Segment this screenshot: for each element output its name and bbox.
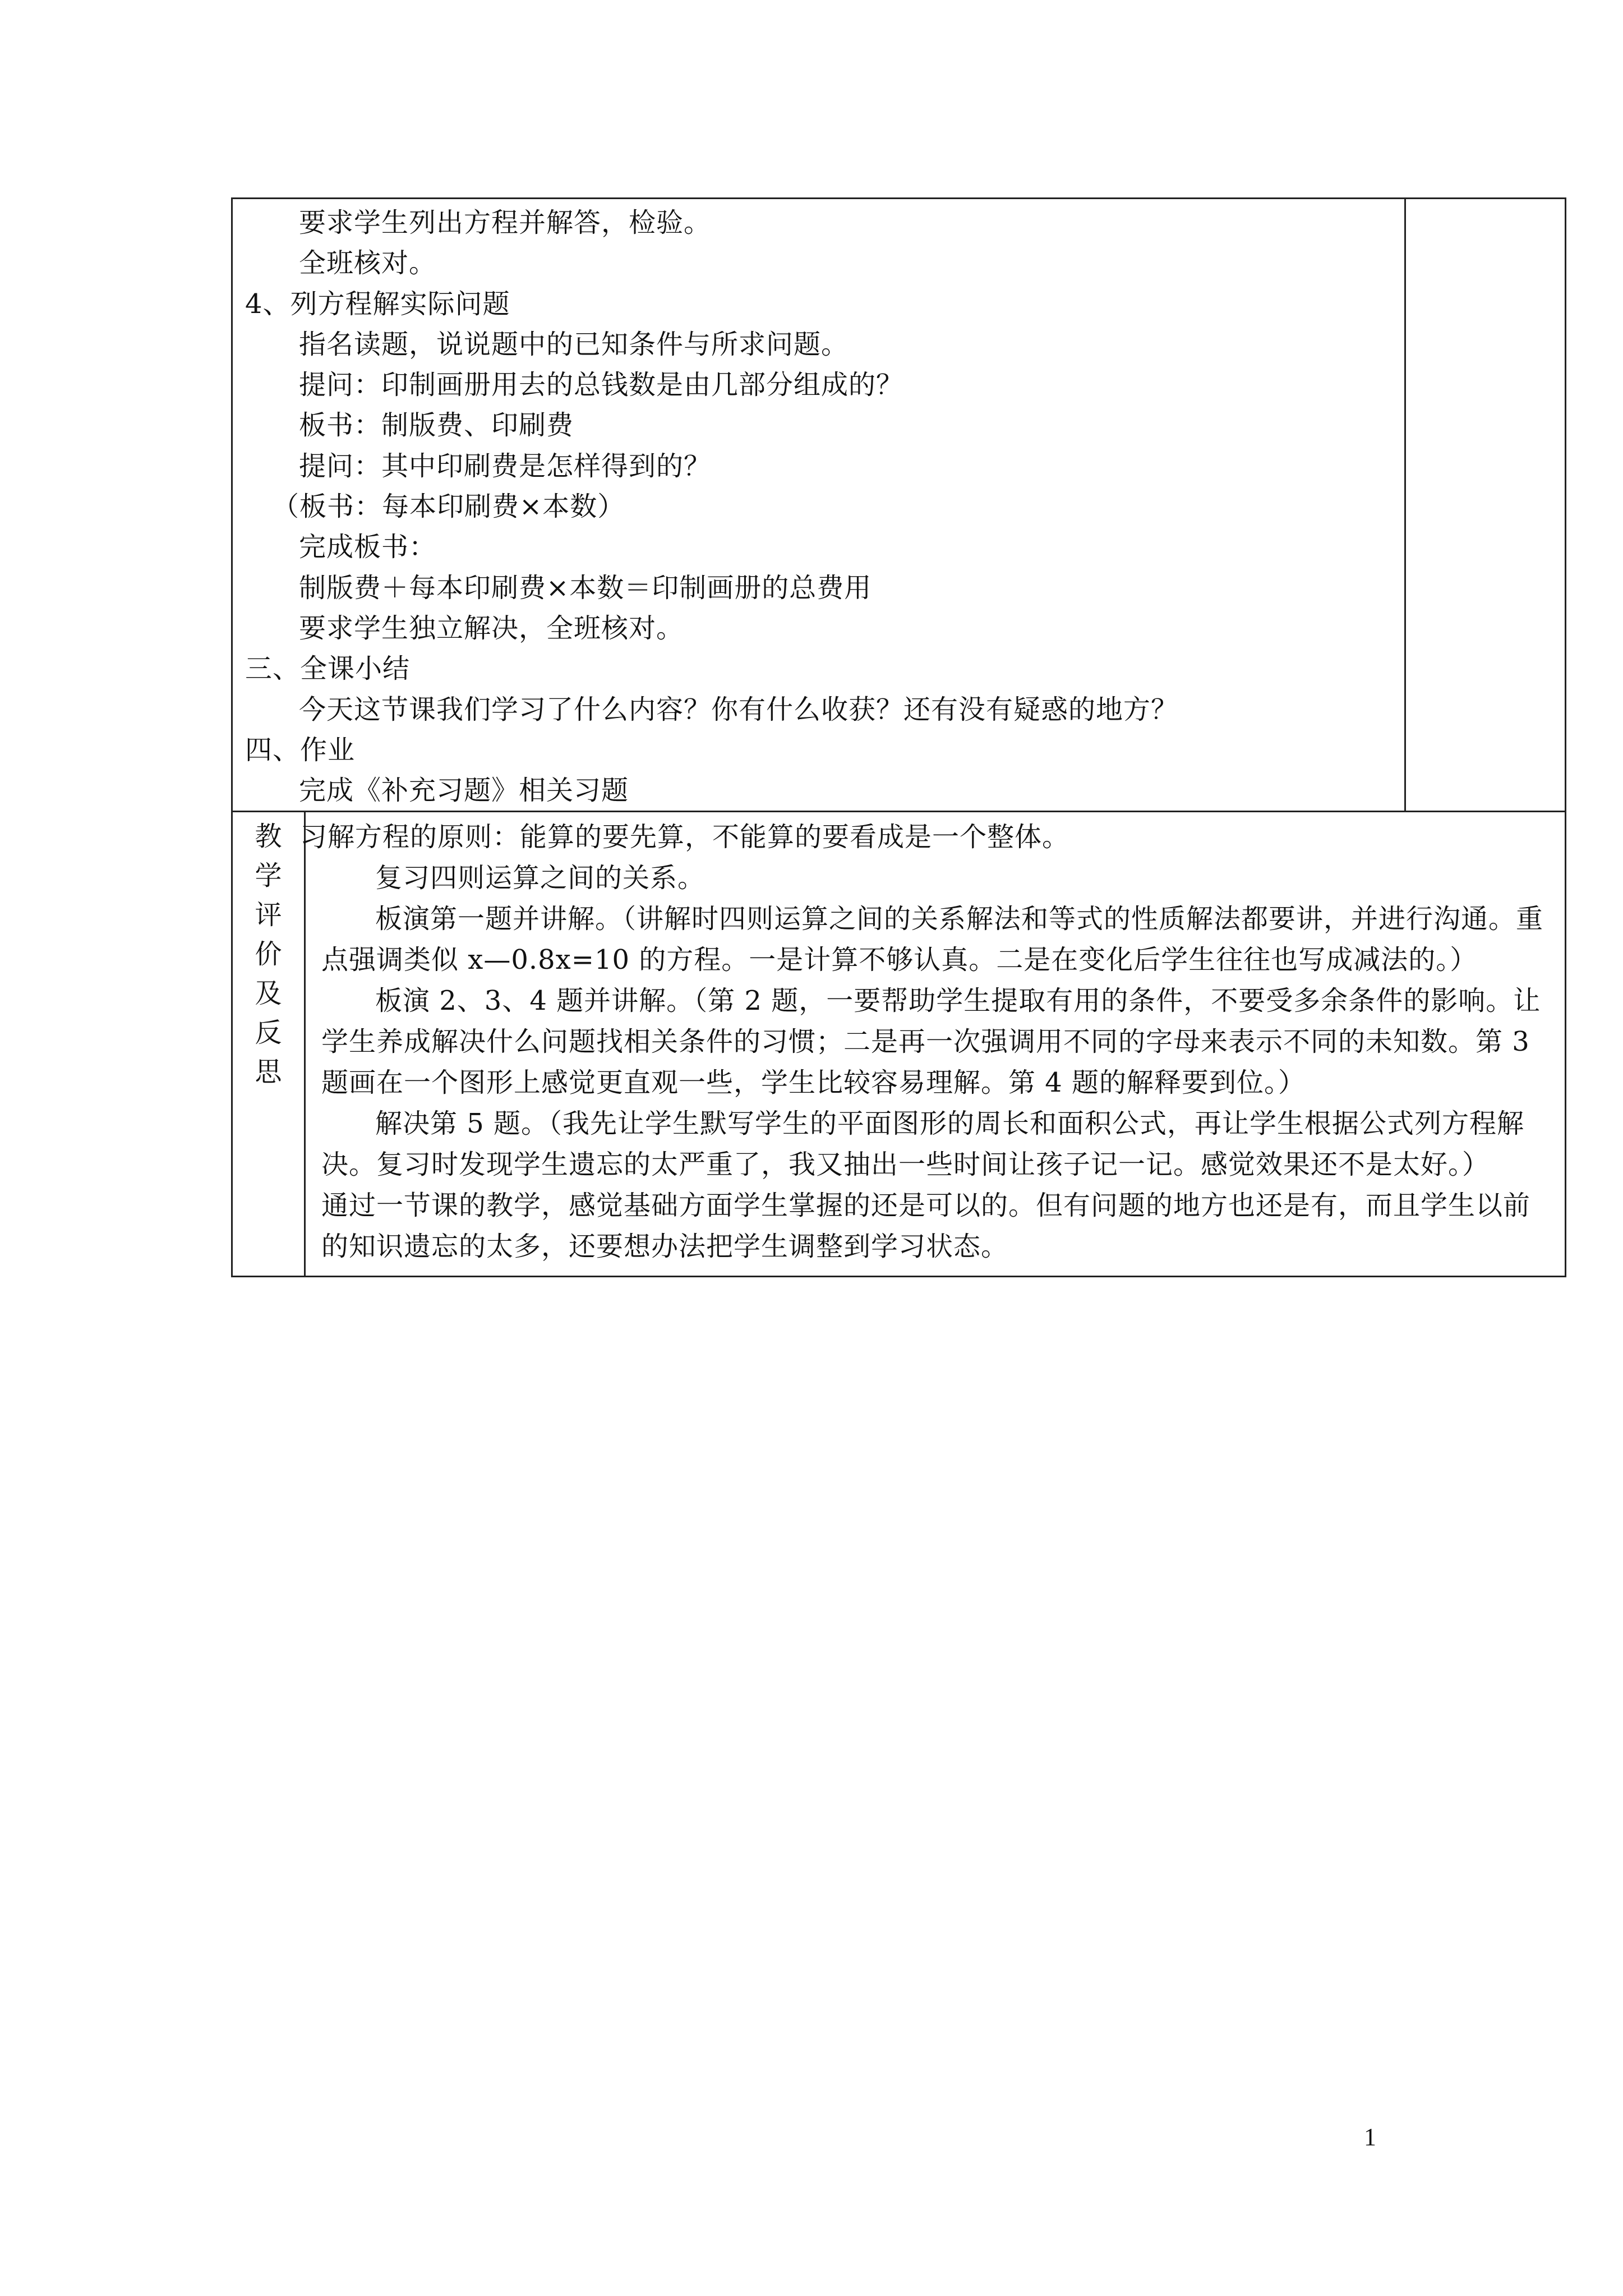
teaching-process-row — [232, 199, 1566, 812]
process-line: 提问：印制画册用去的总钱数是由几部分组成的？ — [299, 369, 904, 401]
label-char: 评 — [255, 899, 282, 931]
evaluation-content — [300, 812, 1565, 1267]
process-line: 提问：其中印刷费是怎样得到的？ — [299, 450, 712, 482]
process-line: 要求学生独立解决，全班核对。 — [299, 612, 684, 644]
notes-cell — [1405, 199, 1566, 812]
process-line: 完成《补充习题》相关习题 — [299, 775, 629, 807]
label-char: 思 — [255, 1056, 282, 1088]
evaluation-paragraph: 习解方程的原则：能算的要先算，不能算的要看成是一个整体。 — [300, 821, 1070, 853]
page-number: 1 — [1364, 2123, 1376, 2151]
process-line: （板书：每本印刷费×本数） — [272, 491, 625, 523]
process-heading: 4、列方程解实际问题 — [245, 288, 510, 320]
label-char: 反 — [255, 1017, 282, 1049]
evaluation-paragraph: 通过一节课的教学，感觉基础方面学生掌握的还是可以的。但有问题的地方也还是有，而且学生以前的知识遗忘的太多，还要想办法把学生调整到学习状态。 — [321, 1190, 1531, 1263]
process-heading: 三、全课小结 — [245, 653, 411, 685]
evaluation-paragraph: 复习四则运算之间的关系。 — [375, 862, 706, 894]
lesson-plan-table — [231, 197, 1566, 1277]
evaluation-row — [232, 812, 1566, 1277]
label-char: 学 — [255, 860, 282, 892]
process-line: 要求学生列出方程并解答，检验。 — [299, 207, 712, 238]
evaluation-label-cell — [232, 812, 305, 1277]
label-char: 教 — [255, 821, 282, 853]
process-heading: 四、作业 — [245, 734, 356, 766]
teaching-process-cell — [232, 199, 1405, 812]
label-char: 及 — [255, 978, 282, 1010]
process-line: 今天这节课我们学习了什么内容？你有什么收获？还有没有疑惑的地方？ — [299, 693, 1179, 725]
teaching-process-content — [233, 199, 1404, 811]
evaluation-paragraph: 板演 2、3、4 题并讲解。（第 2 题，一要帮助学生提取有用的条件，不要受多余条件的影响。让学生养成解决什么问题找相关条件的习惯；二是再一次强调用不同的字母来表示不同的未知数。第 3 题画在一个图形上感觉更直观一些，学生比较容易理解。第 4 题的解释要到位。） — [321, 985, 1541, 1099]
process-line: 完成板书： — [299, 531, 437, 563]
process-line: 全班核对。 — [299, 247, 437, 279]
evaluation-paragraph: 解决第 5 题。（我先让学生默写学生的平面图形的周长和面积公式，再让学生根据公式列方程解决。复习时发现学生遗忘的太严重了，我又抽出一些时间让孩子记一记。感觉效果还不是太好。） — [321, 1108, 1525, 1181]
evaluation-paragraph: 板演第一题并讲解。（讲解时四则运算之间的关系解法和等式的性质解法都要讲，并进行沟通。重点强调类似 x—0.8x=10 的方程。一是计算不够认真。二是在变化后学生往往也写成减法的。） — [321, 903, 1544, 976]
evaluation-content-cell — [300, 812, 1566, 1277]
process-line: 制版费＋每本印刷费×本数＝印制画册的总费用 — [299, 572, 872, 604]
process-line: 板书：制版费、印刷费 — [299, 409, 574, 441]
label-char: 价 — [255, 938, 282, 970]
process-line: 指名读题，说说题中的已知条件与所求问题。 — [299, 328, 849, 360]
evaluation-label — [233, 812, 304, 1092]
